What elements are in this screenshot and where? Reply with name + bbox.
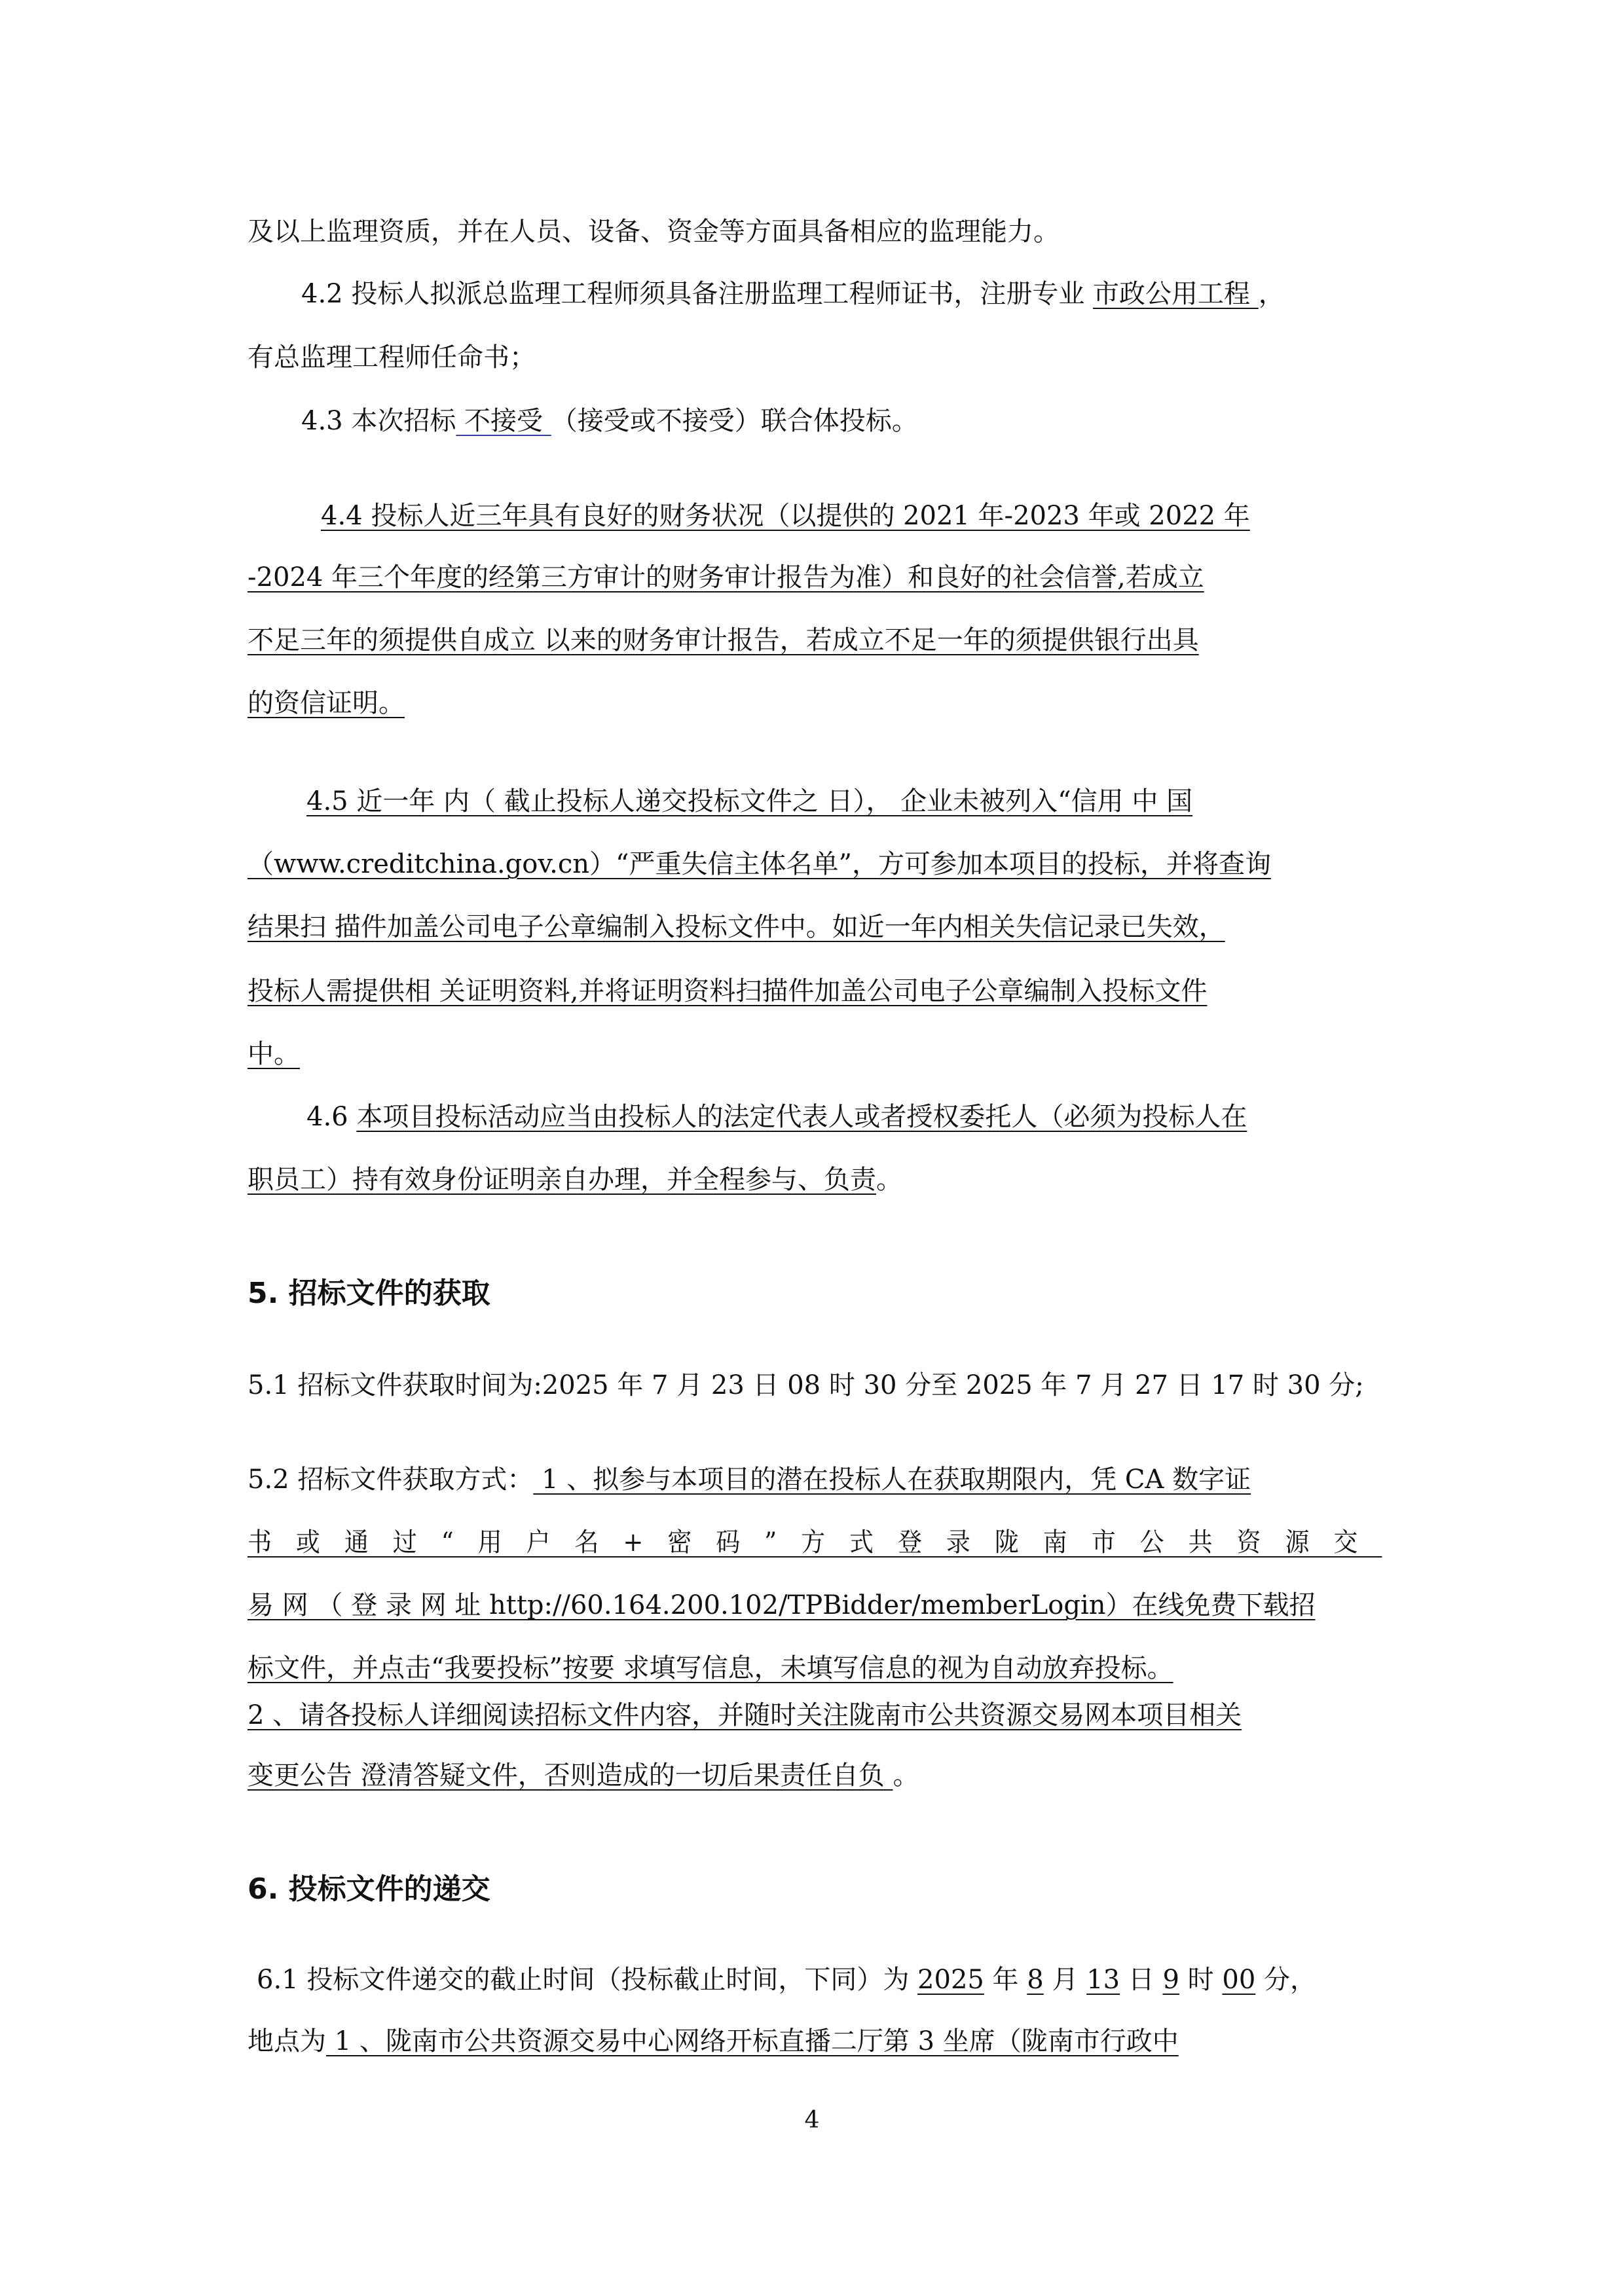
line-text: 4.6 bbox=[306, 1102, 357, 1132]
line-text: 本项目投标活动应当由投标人的法定代表人或者授权委托人（必须为投标人在 bbox=[356, 1102, 1247, 1132]
line-text: 1 、拟参与本项目的潜在投标人在获取期限内，凭 CA 数字证 bbox=[533, 1465, 1251, 1495]
line-text: 日 bbox=[1120, 1965, 1163, 1995]
clause-5-2-line-1 bbox=[248, 1463, 1251, 1497]
line-text: 4.5 近一年 内（ 截止投标人递交投标文件之 日）， 企业未被列入“信用 中 国 bbox=[306, 786, 1193, 816]
clause-4-6-line-2 bbox=[248, 1163, 902, 1197]
clause-5-2-line-5 bbox=[248, 1698, 1242, 1732]
line-text: 4.2 投标人拟派总监理工程师须具备注册监理工程师证书，注册专业 bbox=[301, 279, 1094, 309]
deadline-month: 8 bbox=[1027, 1965, 1044, 1995]
line-text: （接受或不接受）联合体投标。 bbox=[551, 406, 918, 436]
consortium-field: 不接受 bbox=[456, 406, 551, 436]
line-text: 易 网 （ 登 录 网 址 http://60.164.200.102/TPBidder/memberLogin）在线免费下载招 bbox=[248, 1590, 1316, 1620]
line-text: 不足三年的须提供自成立 以来的财务审计报告，若成立不足一年的须提供银行出具 bbox=[248, 625, 1199, 655]
line-text: 的资信证明。 bbox=[248, 688, 405, 718]
clause-4-5-line-3 bbox=[248, 910, 1225, 944]
line-text: 年 bbox=[984, 1965, 1027, 1995]
section-5-heading bbox=[248, 1277, 490, 1311]
registration-specialty-field: 市政公用工程 bbox=[1093, 279, 1259, 309]
clause-4-6-line-1 bbox=[306, 1100, 1247, 1134]
line-text: 分， bbox=[1255, 1965, 1317, 1995]
text-line bbox=[248, 215, 1060, 249]
line-text: -2024 年三个年度的经第三方审计的财务审计报告为准）和良好的社会信誉,若成立 bbox=[248, 562, 1204, 592]
deadline-year: 2025 bbox=[917, 1965, 984, 1995]
clause-5-2-line-3 bbox=[248, 1588, 1316, 1622]
clause-6-1-line-1 bbox=[257, 1963, 1316, 1997]
line-text: 时 bbox=[1179, 1965, 1223, 1995]
line-text: 。 bbox=[876, 1165, 902, 1195]
line-text: （www.creditchina.gov.cn）“严重失信主体名单”，方可参加本项目的投标，并将查询 bbox=[248, 849, 1271, 879]
clause-5-2-line-4 bbox=[248, 1651, 1173, 1685]
line-text: 5.2 招标文件获取方式： bbox=[248, 1465, 534, 1495]
clause-4-5-line-4 bbox=[248, 974, 1207, 1008]
clause-4-4-line-1 bbox=[321, 499, 1250, 533]
clause-4-4-line-4 bbox=[248, 686, 405, 720]
line-text: 投标人需提供相 关证明资料,并将证明资料扫描件加盖公司电子公章编制入投标文件 bbox=[248, 976, 1208, 1006]
clause-5-1 bbox=[248, 1368, 1364, 1402]
clause-4-4-line-2 bbox=[248, 560, 1204, 594]
line-text: 及以上监理资质，并在人员、设备、资金等方面具备相应的监理能力。 bbox=[248, 217, 1060, 247]
line-text: 。 bbox=[893, 1760, 919, 1791]
deadline-hour: 9 bbox=[1162, 1965, 1179, 1995]
line-text: 2 、请各投标人详细阅读招标文件内容，并随时关注陇南市公共资源交易网本项目相关 bbox=[248, 1700, 1242, 1730]
line-text: 标文件，并点击“我要投标”按要 求填写信息，未填写信息的视为自动放弃投标。 bbox=[248, 1653, 1173, 1683]
page-number: 4 bbox=[804, 2107, 820, 2134]
line-text: 地点为 bbox=[248, 2026, 326, 2056]
line-text: 4.4 投标人近三年具有良好的财务状况（以提供的 2021 年-2023 年或 2022 年 bbox=[321, 501, 1250, 531]
clause-5-2-line-6 bbox=[248, 1758, 919, 1793]
line-text: 书或通过“用户名+密码”方式登录陇南市公共资源交 bbox=[248, 1527, 1382, 1558]
clause-6-1-line-2 bbox=[248, 2024, 1179, 2058]
line-text: ， bbox=[1258, 279, 1285, 309]
section-6-heading bbox=[248, 1872, 490, 1906]
line-text: 职员工）持有效身份证明亲自办理，并全程参与、负责 bbox=[248, 1165, 876, 1195]
clause-5-2-line-2 bbox=[248, 1525, 1382, 1559]
line-text: 5.1 招标文件获取时间为:2025 年 7 月 23 日 08 时 30 分至 2025 年 7 月 27 日 17 时 30 分; bbox=[248, 1370, 1364, 1400]
line-text: 变更公告 澄清答疑文件，否则造成的一切后果责任自负 bbox=[248, 1760, 893, 1791]
line-text: 月 bbox=[1043, 1965, 1087, 1995]
clause-4-3 bbox=[301, 404, 918, 438]
heading-text: 6. 投标文件的递交 bbox=[248, 1872, 490, 1906]
line-text: 结果扫 描件加盖公司电子公章编制入投标文件中。如近一年内相关失信记录已失效， bbox=[248, 912, 1225, 942]
heading-text: 5. 招标文件的获取 bbox=[248, 1277, 490, 1310]
location-field: 1 、陇南市公共资源交易中心网络开标直播二厅第 3 坐席（陇南市行政中 bbox=[326, 2026, 1179, 2056]
clause-4-5-line-1 bbox=[306, 784, 1192, 818]
clause-4-5-line-2 bbox=[248, 847, 1271, 881]
clause-4-2-line-2 bbox=[248, 340, 536, 374]
clause-4-5-line-5 bbox=[248, 1037, 300, 1071]
line-text: 有总监理工程师任命书； bbox=[248, 342, 536, 373]
line-text: 中。 bbox=[248, 1039, 300, 1069]
deadline-minute: 00 bbox=[1222, 1965, 1256, 1995]
clause-4-4-line-3 bbox=[248, 623, 1199, 657]
line-text: 6.1 投标文件递交的截止时间（投标截止时间，下同）为 bbox=[257, 1965, 918, 1995]
line-text: 4.3 本次招标 bbox=[301, 406, 456, 436]
deadline-day: 13 bbox=[1086, 1965, 1120, 1995]
clause-4-2-line-1 bbox=[301, 277, 1285, 311]
